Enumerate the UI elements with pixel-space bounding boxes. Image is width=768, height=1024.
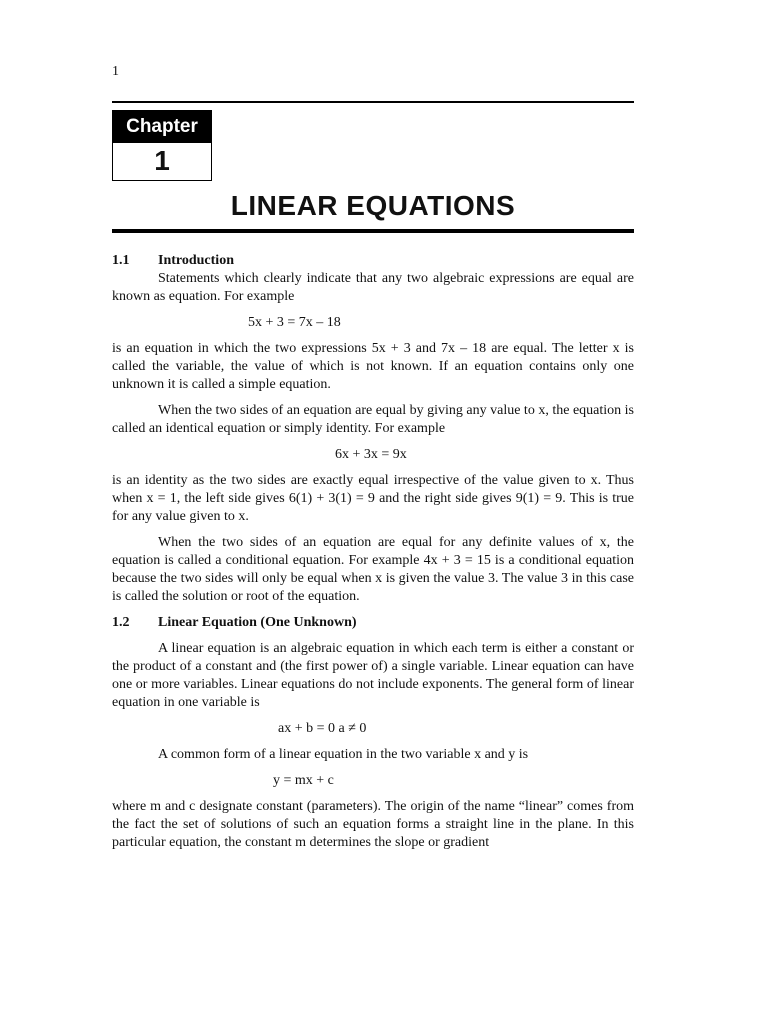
paragraph: A common form of a linear equation in the two variable x and y is: [158, 747, 529, 762]
chapter-number: 1: [154, 145, 170, 176]
section-title: Introduction: [158, 253, 234, 268]
section-heading-1-1: [112, 252, 634, 270]
header-rule: [112, 101, 634, 103]
section-number: 1.2: [112, 615, 130, 630]
section-title: Linear Equation (One Unknown): [158, 615, 357, 630]
paragraph: is an identity as the two sides are exactly equal irrespective of the value given to x. Thus when x = 1, the left side gives 6(1) + 3(1) = 9 and the right side gives 9(1) = 9. This is true for any value given to x.: [112, 473, 634, 524]
equation: y = mx + c: [273, 773, 334, 788]
paragraph: is an equation in which the two expressions 5x + 3 and 7x – 18 are equal. The letter x is called the variable, the value of which is not known. If an equation contains only one unknown it is called a simple equation.: [112, 341, 634, 392]
paragraph: When the two sides of an equation are equal by giving any value to x, the equation is called an identical equation or simply identity. For example: [112, 403, 634, 436]
document-body: [112, 252, 634, 852]
section-number: 1.1: [112, 253, 130, 268]
page-number: 1: [112, 64, 119, 79]
equation: 5x + 3 = 7x – 18: [248, 315, 341, 330]
paragraph: Statements which clearly indicate that any two algebraic expressions are equal are known as equation. For example: [112, 271, 634, 304]
equation: ax + b = 0 a ≠ 0: [278, 721, 367, 736]
paragraph: A linear equation is an algebraic equation in which each term is either a constant or the product of a constant and (the first power of) a single variable. Linear equation can have one or more variables. Linear equations do not include exponents. The general form of linear equation in one variable is: [112, 641, 634, 710]
section-heading-1-2: [112, 614, 634, 632]
title-rule: [112, 229, 634, 233]
chapter-title: LINEAR EQUATIONS: [230, 190, 516, 221]
paragraph: When the two sides of an equation are equal for any definite values of x, the equation is called a conditional equation. For example 4x + 3 = 15 is a conditional equation because the two sides will only be equal when x is given the value 3. The value 3 in this case is called the solution or root of the equation.: [112, 535, 634, 604]
chapter-box: [112, 110, 212, 181]
chapter-label: Chapter: [113, 111, 211, 143]
equation: 6x + 3x = 9x: [335, 447, 407, 462]
paragraph: where m and c designate constant (parameters). The origin of the name “linear” comes from the fact the set of solutions of such an equation forms a straight line in the plane. In this particular equation, the constant m determines the slope or gradient: [112, 799, 634, 850]
